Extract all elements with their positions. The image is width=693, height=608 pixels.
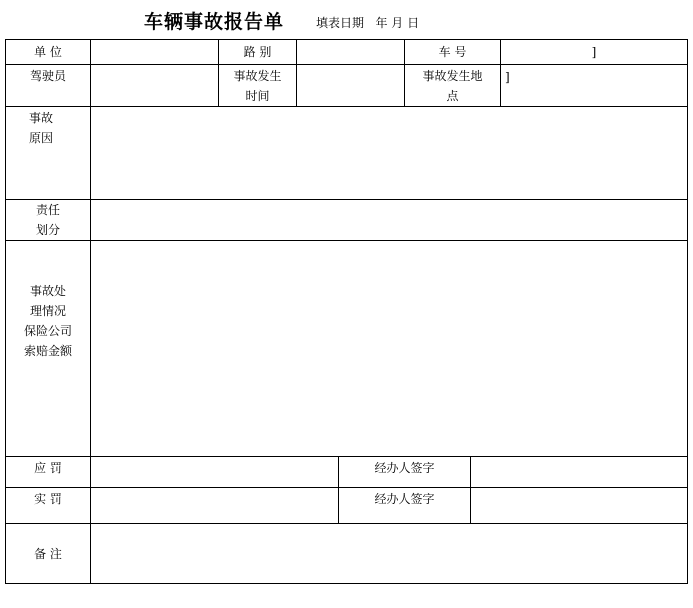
rule-row7 — [5, 523, 688, 524]
rule-right — [687, 39, 688, 584]
fill-date-label: 填表日期 — [316, 16, 365, 30]
rule-row2 — [5, 106, 688, 107]
fine-due-label: 应 罚 — [34, 461, 62, 475]
rule-col-route-value — [296, 39, 297, 106]
handler-sign-label-1: 经办人签字 — [374, 461, 435, 475]
vehicle-no-label: 车 号 — [438, 45, 467, 59]
date-units: 年 月 日 — [375, 16, 420, 30]
rule-col-sign-value — [470, 456, 471, 523]
responsibility-label: 责任 划分 — [35, 203, 60, 237]
route-label: 路 别 — [243, 45, 272, 59]
handling-label: 事故处 理情况 保险公司 索赔金额 — [23, 284, 72, 358]
rule-row3 — [5, 199, 688, 200]
rule-label-col — [90, 39, 91, 584]
rule-row4 — [5, 240, 688, 241]
driver-label: 驾驶员 — [29, 69, 66, 83]
accident-time-label: 事故发生 时间 — [233, 68, 282, 103]
rule-bottom — [5, 583, 688, 584]
remarks-label: 备 注 — [34, 546, 62, 561]
accident-place-value: ] — [505, 70, 510, 84]
rule-row1 — [5, 64, 688, 65]
fine-actual-label: 实 罚 — [34, 492, 62, 506]
vehicle-no-value: ] — [591, 45, 597, 59]
form-title: 车辆事故报告单 — [144, 11, 285, 33]
unit-label: 单 位 — [34, 45, 62, 59]
cause-label: 事故 原因 — [28, 111, 53, 145]
handler-sign-label-2: 经办人签字 — [374, 492, 435, 506]
accident-place-label: 事故发生地 点 — [422, 68, 483, 103]
